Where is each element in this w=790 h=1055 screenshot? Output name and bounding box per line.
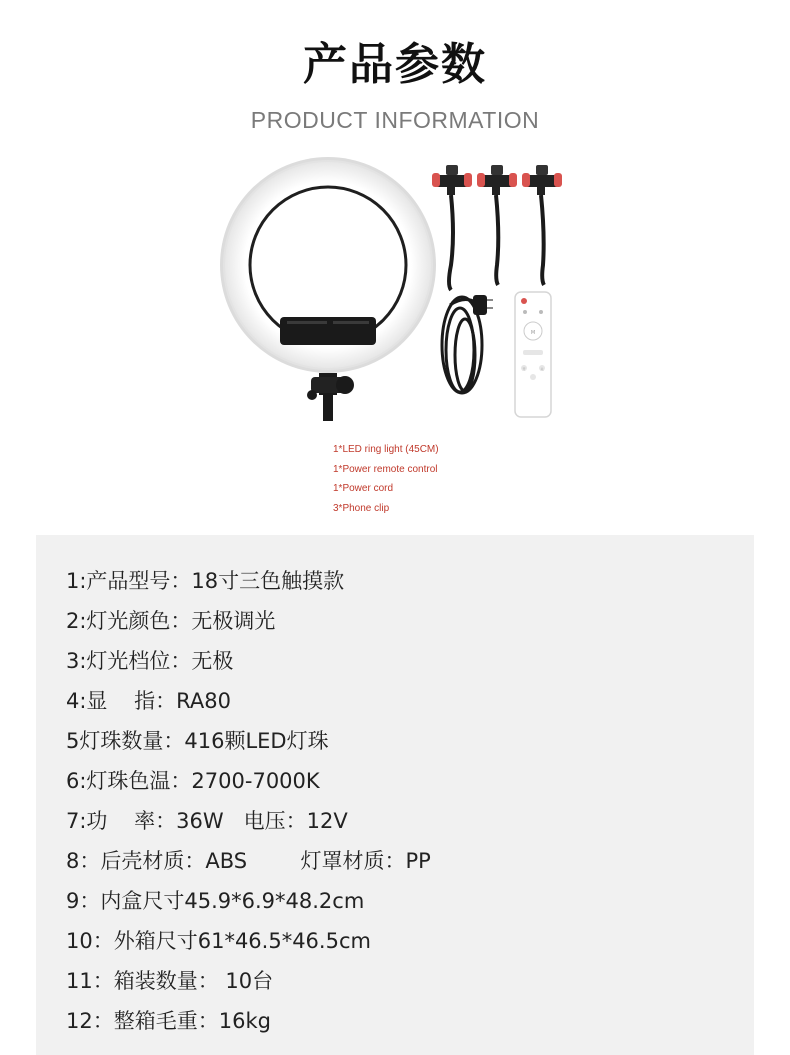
spec-list — [66, 561, 431, 1041]
power-cord — [442, 295, 493, 393]
page-title: 产品参数 — [303, 39, 487, 90]
spec-item: 12：整箱毛重：16kg — [66, 1009, 271, 1033]
product-photo — [215, 155, 585, 445]
spec-item: 10：外箱尺寸61*46.5*46.5cm — [66, 929, 371, 953]
spec-item: 11：箱装数量： 10台 — [66, 969, 274, 993]
package-item: 3*Phone clip — [333, 502, 390, 514]
remote-control — [515, 292, 551, 417]
package-contents — [333, 440, 533, 518]
spec-item: 6:灯珠色温：2700-7000K — [66, 769, 320, 793]
phone-clip — [522, 165, 562, 285]
spec-item: 2:灯光颜色：无极调光 — [66, 609, 276, 633]
phone-clip — [477, 165, 517, 285]
remote-on-label: 开 — [522, 367, 526, 371]
remote-center-label: M — [530, 330, 536, 336]
spec-item: 5灯珠数量：416颗LED灯珠 — [66, 729, 329, 753]
package-item: 1*Power cord — [333, 483, 394, 494]
package-item: 1*LED ring light (45CM) — [333, 444, 439, 455]
spec-item: 9：内盒尺寸45.9*6.9*48.2cm — [66, 889, 365, 913]
spec-item: 7:功 率：36W 电压：12V — [66, 809, 348, 833]
ring-light — [220, 157, 436, 421]
spec-item: 3:灯光档位：无极 — [66, 649, 234, 673]
phone-clip — [432, 165, 472, 290]
spec-item: 8：后壳材质：ABS 灯罩材质：PP — [66, 849, 431, 873]
spec-item: 4:显 指：RA80 — [66, 689, 231, 713]
spec-item: 1:产品型号：18寸三色触摸款 — [66, 569, 345, 593]
package-item: 1*Power remote control — [333, 463, 438, 475]
remote-off-label: 关 — [540, 367, 544, 371]
page-subtitle: PRODUCT INFORMATION — [250, 107, 540, 133]
spec-panel — [36, 535, 754, 1055]
